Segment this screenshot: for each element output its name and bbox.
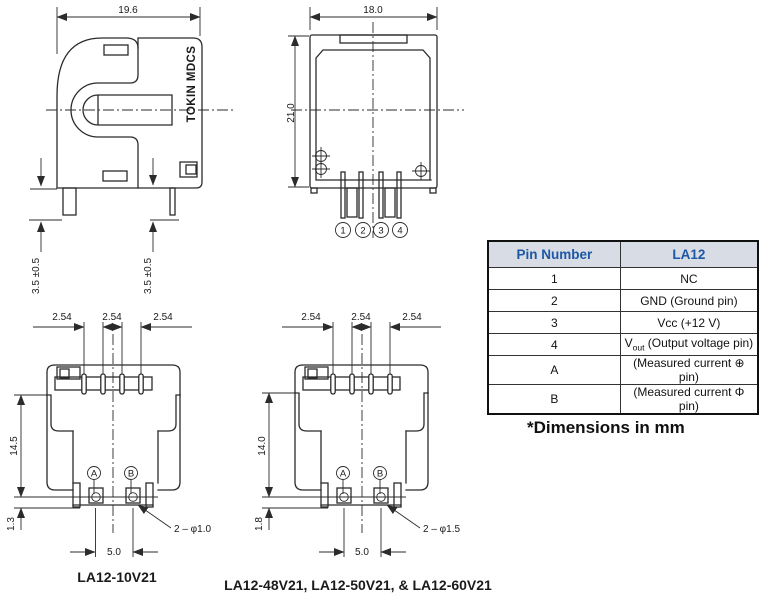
pin-cell: 1 [488,268,620,290]
pin-2-balloon: 2 [360,225,366,237]
desc-cell: (Measured current Φ pin) [620,385,758,415]
bl-hole-note-label: 2 – φ1.0 [174,524,212,535]
desc-cell: (Measured current ⊕ pin) [620,356,758,385]
desc-cell: NC [620,268,758,290]
table-row [488,290,758,312]
bl-span-dim-label: 5.0 [107,547,121,558]
vout-subscript: out [632,342,645,353]
bm-pitch-dim-1: 2.54 [301,312,321,323]
vout-description: (Output voltage pin) [644,336,754,351]
bl-pitch-dim-2: 2.54 [102,312,122,323]
bm-terminal-a-balloon: A [339,468,347,480]
bottom-view-48-50-60v21-drawing [224,312,492,593]
pin-cell: 3 [488,312,620,334]
brand-marking: TOKIN MDCS [186,45,198,123]
pin-3-balloon: 3 [378,225,384,237]
bottom-view-10v21-drawing [6,312,212,585]
bm-base-dim-label: 1.8 [254,517,265,531]
side-view-drawing [29,5,233,294]
front-view-drawing [286,5,464,238]
part-label-48-50-60v21: LA12-48V21, LA12-50V21, & LA12-60V21 [224,577,492,593]
side-lead-dim-right: 3.5 ±0.5 [143,257,154,294]
pin-number-balloons [336,223,408,238]
bm-hole-note-label: 2 – φ1.5 [423,524,461,535]
vout-symbol: V [624,336,633,351]
mounting-boss-crosshairs [312,147,430,180]
bl-base-dim-label: 1.3 [6,517,17,531]
desc-cell [620,334,758,356]
front-width-dim-label: 18.0 [363,5,383,16]
pin-cell: 4 [488,334,620,356]
side-lead-dim-left: 3.5 ±0.5 [31,257,42,294]
table-row [488,312,758,334]
pin-4-balloon: 4 [397,225,403,237]
front-height-dim-label: 21.0 [286,103,297,123]
bl-pitch-dim-3: 2.54 [153,312,173,323]
dimensions-note: *Dimensions in mm [527,418,685,437]
bm-pitch-dim-3: 2.54 [402,312,422,323]
pin-assignment-table [487,240,759,415]
part-label-10v21: LA12-10V21 [77,569,157,585]
bl-pitch-dim-1: 2.54 [52,312,72,323]
pin-1-balloon: 1 [340,225,346,237]
bl-height-dim-label: 14.5 [9,436,20,456]
bm-pitch-dim-2: 2.54 [351,312,371,323]
pin-cell: B [488,385,620,415]
desc-cell: GND (Ground pin) [620,290,758,312]
side-width-dim-label: 19.6 [118,5,138,16]
pin-table-header-la12: LA12 [620,241,758,268]
pin-cell: A [488,356,620,385]
bm-terminal-b-balloon: B [376,468,384,480]
table-row [488,268,758,290]
table-row [488,334,758,356]
desc-cell: Vcc (+12 V) [620,312,758,334]
bl-terminal-b-balloon: B [127,468,135,480]
table-row [488,385,758,415]
bm-height-dim-label: 14.0 [257,436,268,456]
bl-terminal-a-balloon: A [90,468,98,480]
table-row [488,356,758,385]
bm-span-dim-label: 5.0 [355,547,369,558]
pin-table-header-pin-number: Pin Number [488,241,620,268]
pin-cell: 2 [488,290,620,312]
